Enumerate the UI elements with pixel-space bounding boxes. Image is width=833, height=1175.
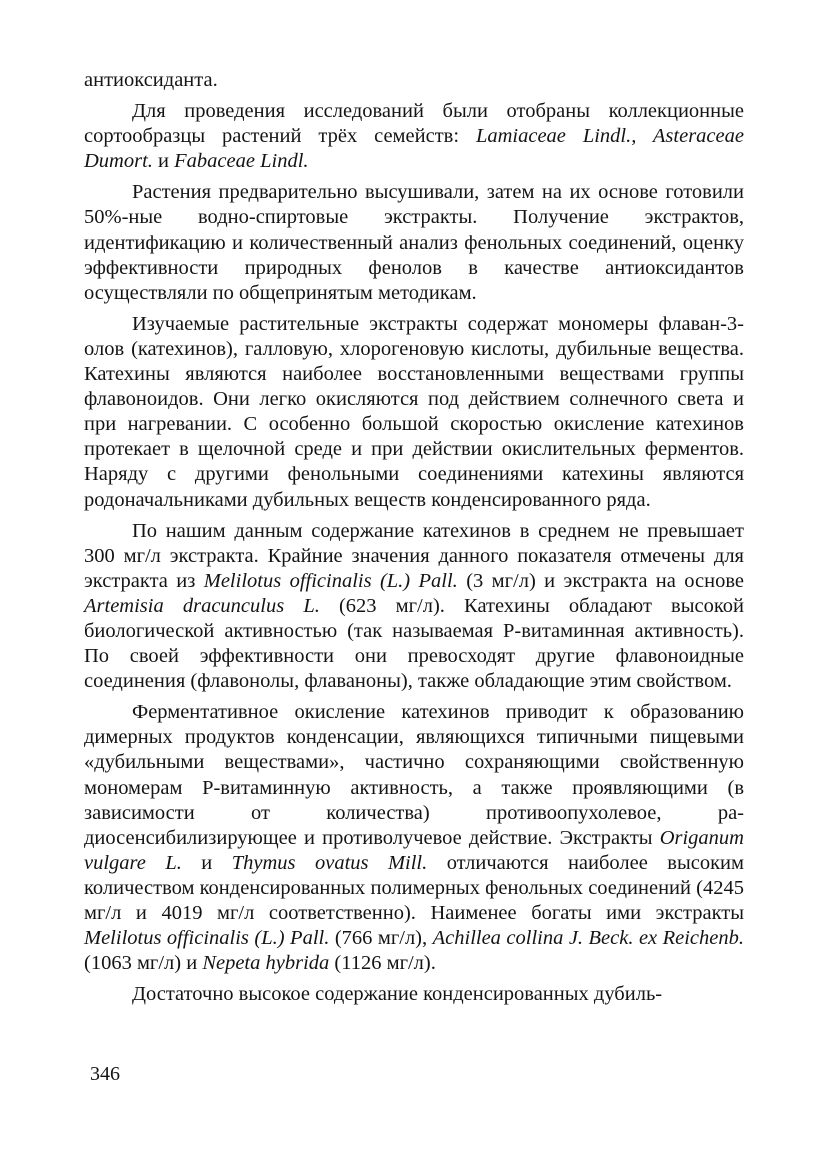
latin-name: Artemisia dracunculus L. xyxy=(84,594,320,617)
paragraph-4 xyxy=(84,312,744,513)
paragraph-5 xyxy=(84,519,744,695)
latin-name: Origanum vulgare L. xyxy=(84,826,744,874)
paragraph-1 xyxy=(84,68,744,93)
paragraph-2 xyxy=(84,99,744,174)
text-run: и xyxy=(152,150,175,173)
page-number: 346 xyxy=(90,1063,120,1085)
latin-name: Melilotus officinalis (L.) Pall. xyxy=(84,927,330,950)
text-run: (1126 мг/л). xyxy=(329,952,436,975)
latin-name: Thymus ovatus Mill. xyxy=(231,851,428,874)
latin-name: Melilotus officinalis (L.) Pall. xyxy=(203,569,458,592)
text-run: Изучаемые растительные экстракты содержат мономеры флаван-3-олов (катехинов), галловую, хлорогеновую кислоты, дубильные вещества. Катехины являются наиболее восстановленными веществами группы флавоноидов. Они легко окисляются под действием солнечного света и при нагревании. С особенно большой скоростью окисление катехинов протекает в щелочной среде и при действии окислительных ферментов. Наряду с другими фенольными соединениями катехины являются родоначальниками дубильных веществ конденсированного ряда. xyxy=(84,312,744,511)
text-run: (766 мг/л), xyxy=(329,927,433,950)
latin-name: Nepeta hybrida xyxy=(202,952,330,975)
text-run: Для проведения исследований были отобраны коллекционные сортообразцы растений трёх семейств: xyxy=(84,100,744,148)
paragraph-6 xyxy=(84,700,744,976)
text-run: антиоксиданта. xyxy=(84,69,218,91)
text-run: Ферментативное окисление катехинов приводит к образованию димерных продуктов конденсации, являющихся типичными пищевыми «дубильными веществами», частично сохраняющими свойственную мономерам Р-витаминную активность, а также проявляющими (в зависимости от количества) противоопухолевое, радиосенсибилизирующее и противолучевое действие. Экстракты xyxy=(84,701,744,849)
text-run: отличаются наиболее высоким количеством конденсированных полимерных фенольных соединений (4245 мг/л и 4019 мг/л соответственно). Наименее богаты ими экстракты xyxy=(84,851,744,924)
text-run: Достаточно высокое содержание конденсированных дубиль- xyxy=(132,983,663,1006)
paragraph-3 xyxy=(84,180,744,305)
latin-name: Achillea collina J. Beck. ex Reichenb. xyxy=(432,927,745,950)
text-run: (1063 мг/л) и xyxy=(84,952,203,975)
paragraph-7 xyxy=(84,982,744,1007)
body-text xyxy=(84,68,744,1007)
text-run: и xyxy=(181,851,232,874)
latin-name: Lamiaceae Lindl., Asteraceae Dumort. xyxy=(84,125,744,173)
text-run: (623 мг/л). Катехины обладают высокой биологической активностью (так называемая Р-витаминная активность). По своей эффективности они превосходят другие флавоноидные соединения (флавонолы, флаваноны), также обладающие этим свойством. xyxy=(84,594,744,693)
text-run: (3 мг/л) и экстракта на основе xyxy=(457,569,745,592)
text-run: По нашим данным содержание катехинов в среднем не превышает 300 мг/л экстракта. Крайние значения данного показателя отмечены для экстракта из xyxy=(84,519,744,592)
latin-name: Fabaceae Lindl. xyxy=(174,150,309,173)
text-run: Растения предварительно высушивали, затем на их основе готовили 50%-ные водно-спиртовые экстракты. Получение экстрактов, идентификацию и количественный анализ фенольных соединений, оценку эффективности природных фенолов в качестве антиоксидантов осуществляли по общепринятым методикам. xyxy=(84,181,744,304)
